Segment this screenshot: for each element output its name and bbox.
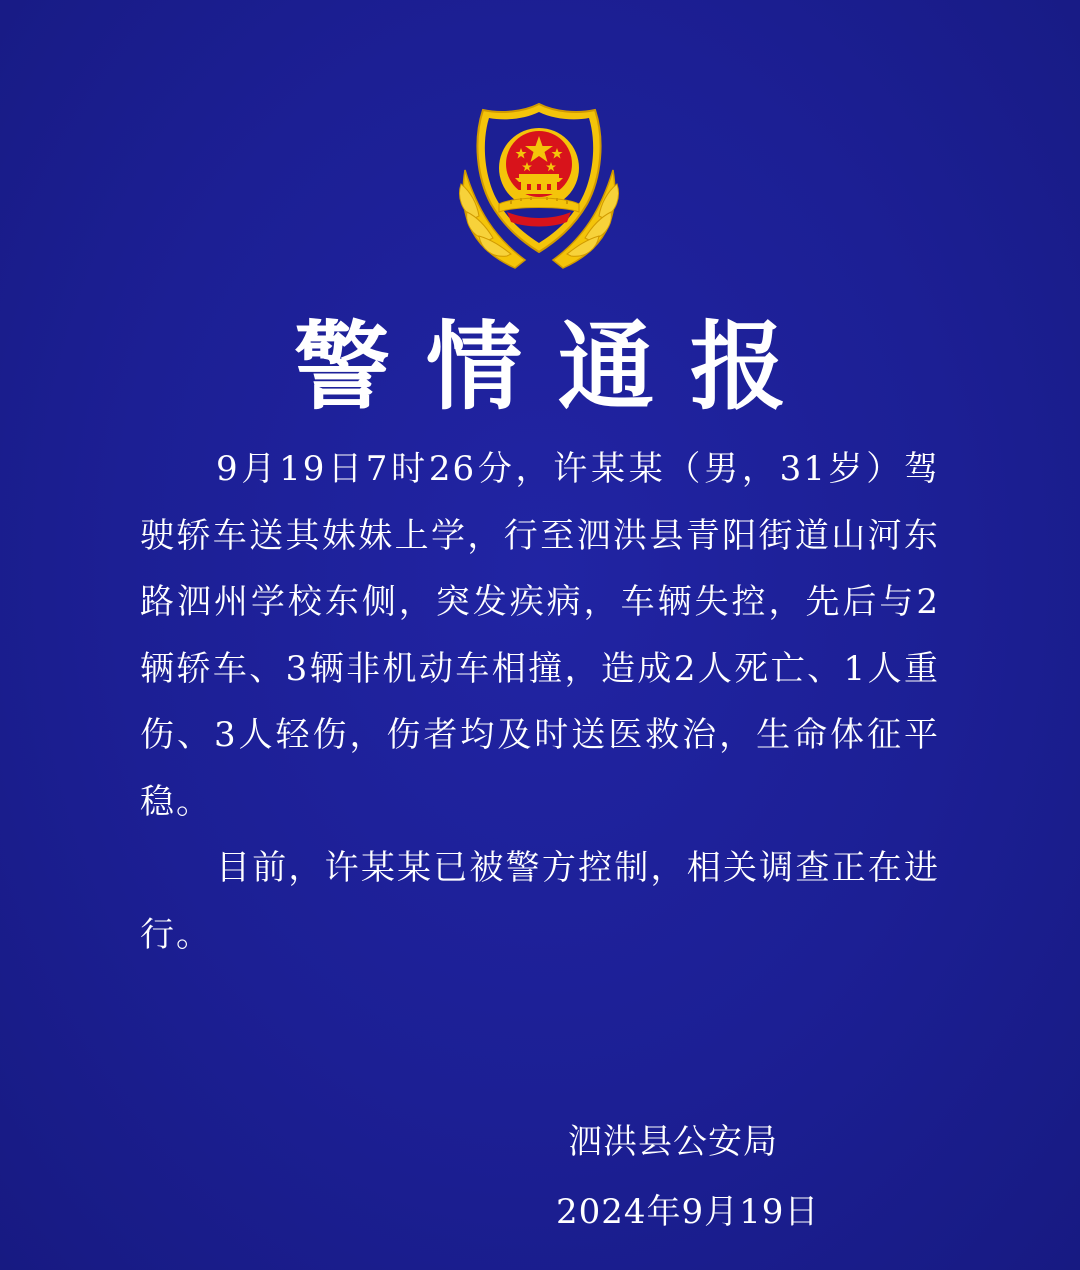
notice-paragraph-incident: 9月19日7时26分，许某某（男，31岁）驾驶轿车送其妹妹上学，行至泗洪县青阳街道山河东路泗州学校东侧，突发疾病，车辆失控，先后与2辆轿车、3辆非机动车相撞，造成2人死亡、1人重伤、3人轻伤，伤者均及时送医救治，生命体征平稳。 xyxy=(140,449,940,822)
issue-date: 2024年9月19日 xyxy=(556,1192,820,1232)
police-emblem-icon xyxy=(455,100,623,272)
notice-body xyxy=(140,436,940,968)
issuing-organization: 泗洪县公安局 xyxy=(568,1122,778,1162)
page-title: 警情通报 xyxy=(294,310,822,423)
notice-paragraph-status: 目前，许某某已被警方控制，相关调查正在进行。 xyxy=(140,848,940,955)
